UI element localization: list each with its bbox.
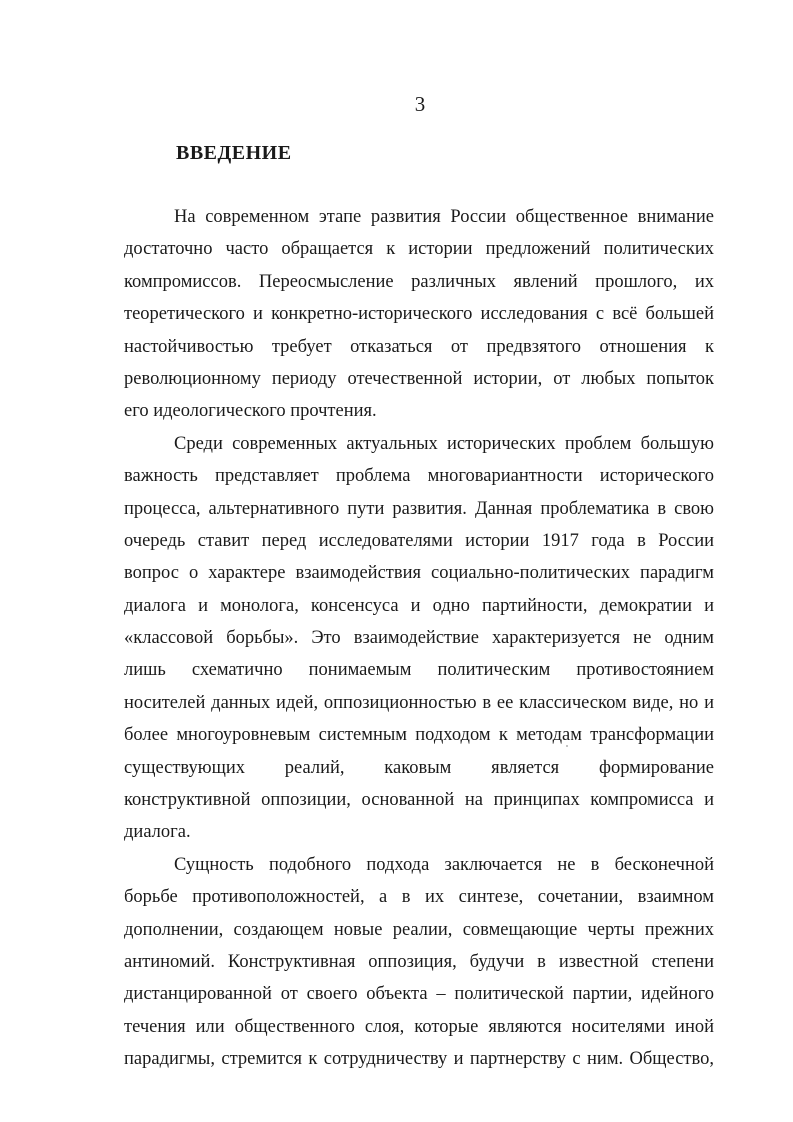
section-heading: ВВЕДЕНИЕ xyxy=(176,142,292,164)
paragraph-1 xyxy=(124,201,714,428)
text-line: революционному периоду отечественной истории, от любых попыток xyxy=(124,368,714,389)
text-line: диалога. xyxy=(124,822,191,843)
paragraph-3 xyxy=(124,849,714,1076)
text-line: дистанцированной от своего объекта – политической партии, идейного xyxy=(124,984,714,1005)
scan-speck xyxy=(566,745,568,747)
text-line: достаточно часто обращается к истории предложений политических xyxy=(124,239,714,260)
text-line: На современном этапе развития России общественное внимание xyxy=(174,207,714,227)
text-line: конструктивной оппозиции, основанной на принципах компромисса и xyxy=(124,790,714,811)
paragraph-2 xyxy=(124,428,714,849)
text-line: его идеологического прочтения. xyxy=(124,401,377,422)
text-line: теоретического и конкретно-исторического исследования с всё большей xyxy=(124,304,714,325)
text-line: «классовой борьбы». Это взаимодействие характеризуется не одним xyxy=(124,628,714,649)
text-line: носителей данных идей, оппозиционностью в ее классическом виде, но и xyxy=(124,692,714,713)
text-line: Среди современных актуальных исторических проблем большую xyxy=(174,433,714,454)
text-line: течения или общественного слоя, которые являются носителями иной xyxy=(124,1016,714,1037)
text-line: дополнении, создающем новые реалии, совмещающие черты прежних xyxy=(124,919,714,940)
text-line: более многоуровневым системным подходом к методам трансформации xyxy=(124,725,714,746)
document-body xyxy=(124,201,714,1076)
text-line: настойчивостью требует отказаться от предвзятого отношения к xyxy=(124,336,714,357)
text-line: важность представляет проблема многовариантности исторического xyxy=(124,466,714,487)
text-line: антиномий. Конструктивная оппозиция, будучи в известной степени xyxy=(124,951,714,972)
text-line: вопрос о характере взаимодействия социально-политических парадигм xyxy=(124,563,714,584)
text-line: диалога и монолога, консенсуса и одно партийности, демократии и xyxy=(124,595,714,616)
text-line: процесса, альтернативного пути развития. Данная проблематика в свою xyxy=(124,498,714,519)
text-line: парадигмы, стремится к сотрудничеству и партнерству с ним. Общество, xyxy=(124,1049,714,1070)
text-line: очередь ставит перед исследователями истории 1917 года в России xyxy=(124,530,714,551)
page-number: 3 xyxy=(414,92,426,116)
text-line: лишь схематично понимаемым политическим противостоянием xyxy=(124,660,714,681)
text-line: борьбе противоположностей, а в их синтезе, сочетании, взаимном xyxy=(124,887,714,908)
text-line: компромиссов. Переосмысление различных явлений прошлого, их xyxy=(124,271,714,292)
text-line: Сущность подобного подхода заключается не в бесконечной xyxy=(174,854,714,875)
text-line: существующих реалий, каковым является формирование xyxy=(124,757,714,778)
